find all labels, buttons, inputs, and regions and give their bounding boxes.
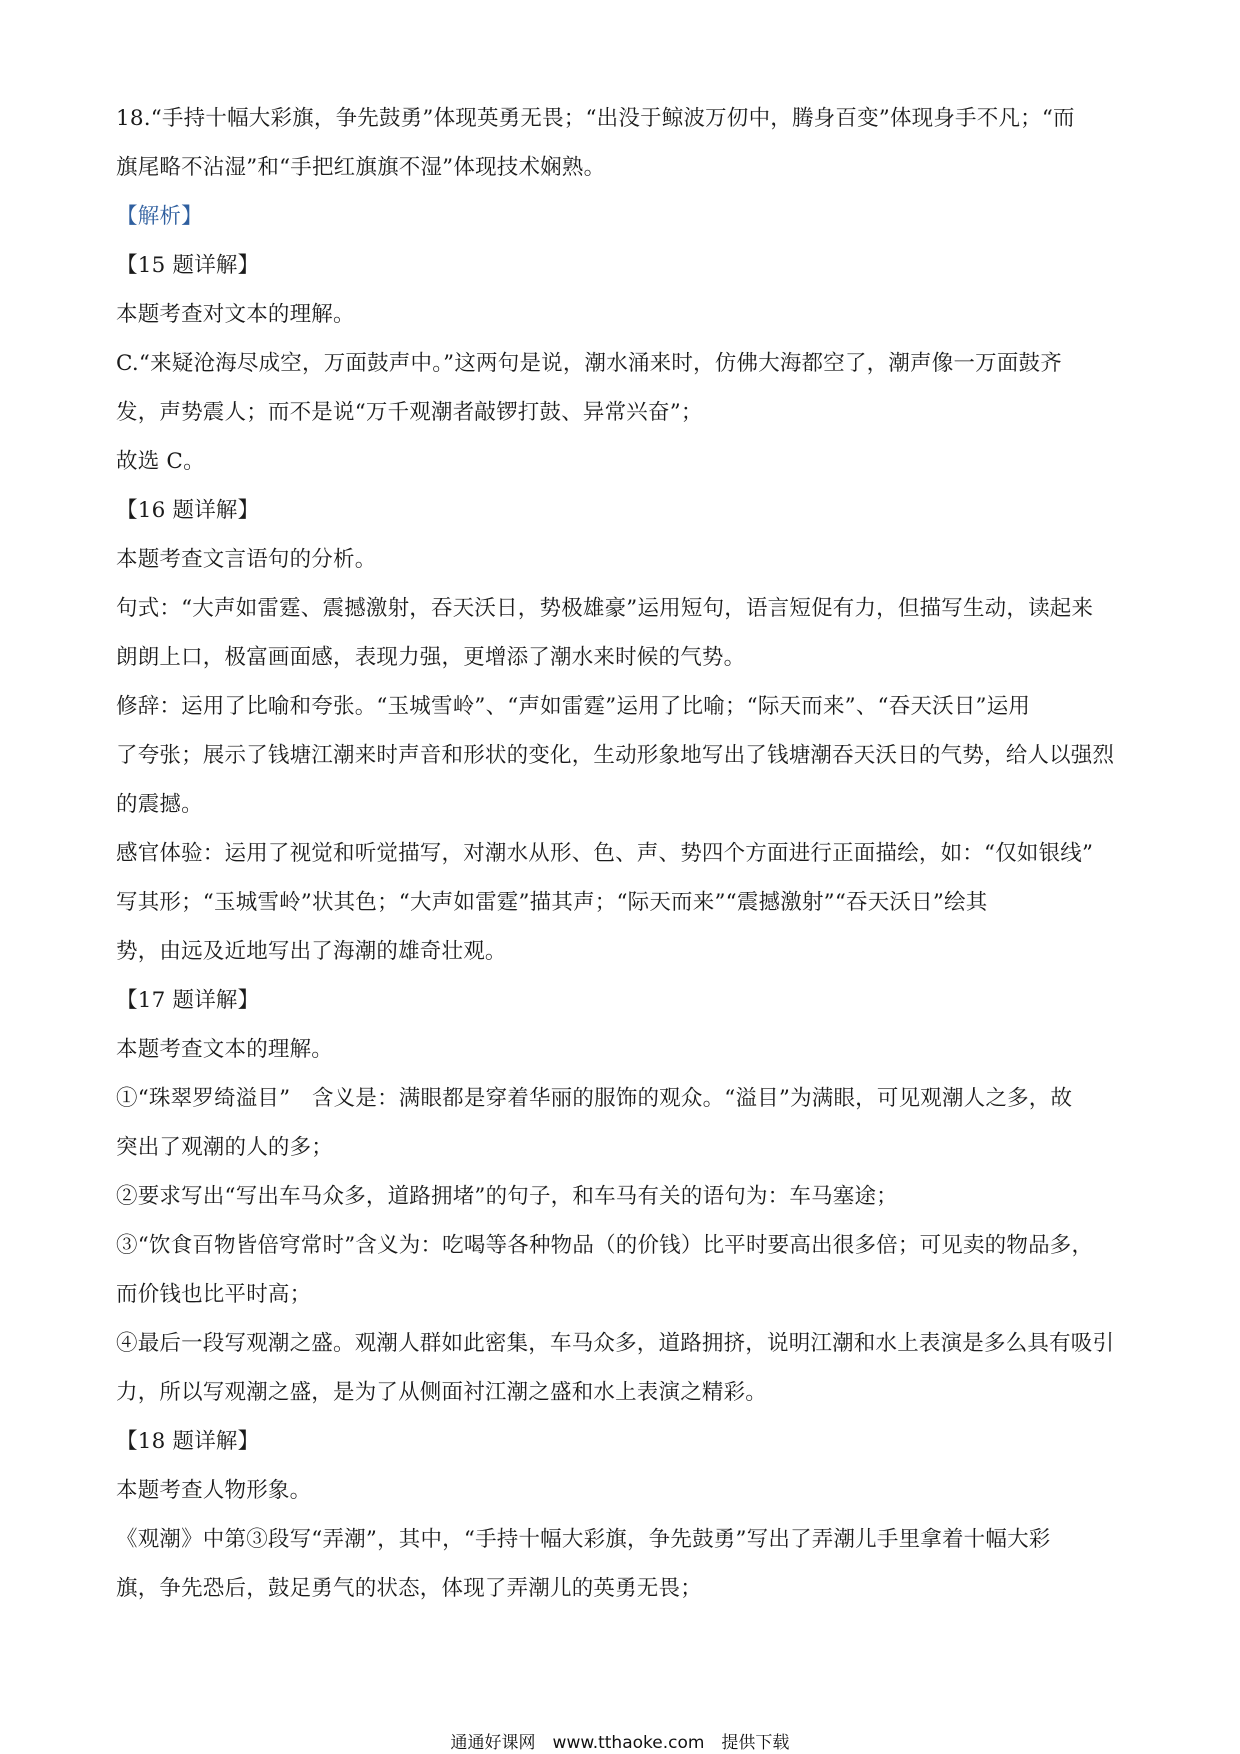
q16-line: 的震撼。: [116, 792, 203, 817]
answer-18: [116, 94, 1128, 192]
q17-line: 力，所以写观潮之盛，是为了从侧面衬江潮之盛和水上表演之精彩。: [116, 1380, 768, 1405]
q15-line: 发，声势震人；而不是说“万千观潮者敲锣打鼓、异常兴奋”；: [116, 400, 703, 425]
q15-line: 故选 C。: [116, 449, 205, 474]
q15-intro: 本题考查对文本的理解。: [116, 302, 355, 327]
q17-line: ①“珠翠罗绮溢目” 含义是：满眼都是穿着华丽的服饰的观众。“溢目”为满眼，可见观潮人之多，故: [116, 1086, 1073, 1111]
q18-line: 旗，争先恐后，鼓足勇气的状态，体现了弄潮儿的英勇无畏；: [116, 1576, 702, 1601]
q18-intro: 本题考查人物形象。: [116, 1478, 312, 1503]
q16-line: 修辞：运用了比喻和夸张。“玉城雪岭”、“声如雷霆”运用了比喻；“际天而来”、“吞天沃日”运用: [116, 694, 1031, 719]
q16-heading: 【16 题详解】: [116, 498, 260, 523]
q17-line: ④最后一段写观潮之盛。观潮人群如此密集，车马众多，道路拥挤，说明江潮和水上表演是多么具有吸引: [116, 1331, 1115, 1356]
q17-line: ②要求写出“写出车马众多，道路拥堵”的句子，和车马有关的语句为：车马塞途；: [116, 1184, 898, 1209]
analysis-section: [116, 192, 1128, 1613]
q16-line: 写其形；“玉城雪岭”状其色；“大声如雷霆”描其声；“际天而来”“震撼激射”“吞天沃日”绘其: [116, 890, 988, 915]
q16-line: 势，由远及近地写出了海潮的雄奇壮观。: [116, 939, 507, 964]
q16-line: 句式：“大声如雷霆、震撼激射，吞天沃日，势极雄豪”运用短句，语言短促有力，但描写生动，读起来: [116, 596, 1094, 621]
q18-line: 《观潮》中第③段写“弄潮”，其中，“手持十幅大彩旗，争先鼓勇”写出了弄潮儿手里拿着十幅大彩: [116, 1527, 1051, 1552]
q17-line: ③“饮食百物皆倍穹常时”含义为：吃喝等各种物品（的价钱）比平时要高出很多倍；可见卖的物品多，: [116, 1233, 1094, 1258]
q16-line: 了夸张；展示了钱塘江潮来时声音和形状的变化，生动形象地写出了钱塘潮吞天沃日的气势，给人以强烈: [116, 743, 1115, 768]
q16-line: 朗朗上口，极富画面感，表现力强，更增添了潮水来时候的气势。: [116, 645, 746, 670]
page-footer: 通通好课网 www.tthaoke.com 提供下载: [450, 1733, 790, 1753]
q16-intro: 本题考查文言语句的分析。: [116, 547, 377, 572]
q15-heading: 【15 题详解】: [116, 253, 260, 278]
q17-heading: 【17 题详解】: [116, 988, 260, 1013]
q16-line: 感官体验：运用了视觉和听觉描写，对潮水从形、色、声、势四个方面进行正面描绘，如：“仅如银线”: [116, 841, 1094, 866]
q17-intro: 本题考查文本的理解。: [116, 1037, 334, 1062]
document-body: [116, 94, 1128, 1613]
analysis-label: 【解析】: [116, 204, 203, 229]
answer-18-line: 18.“手持十幅大彩旗，争先鼓勇”体现英勇无畏；“出没于鲸波万仞中，腾身百变”体现身手不凡；“而: [116, 106, 1075, 131]
q17-line: 突出了观潮的人的多；: [116, 1135, 334, 1160]
q17-line: 而价钱也比平时高；: [116, 1282, 312, 1307]
q15-line: C.“来疑沧海尽成空，万面鼓声中。”这两句是说，潮水涌来时，仿佛大海都空了，潮声像一万面鼓齐: [116, 351, 1062, 376]
answer-18-line: 旗尾略不沾湿”和“手把红旗旗不湿”体现技术娴熟。: [116, 155, 606, 180]
q18-heading: 【18 题详解】: [116, 1429, 260, 1454]
